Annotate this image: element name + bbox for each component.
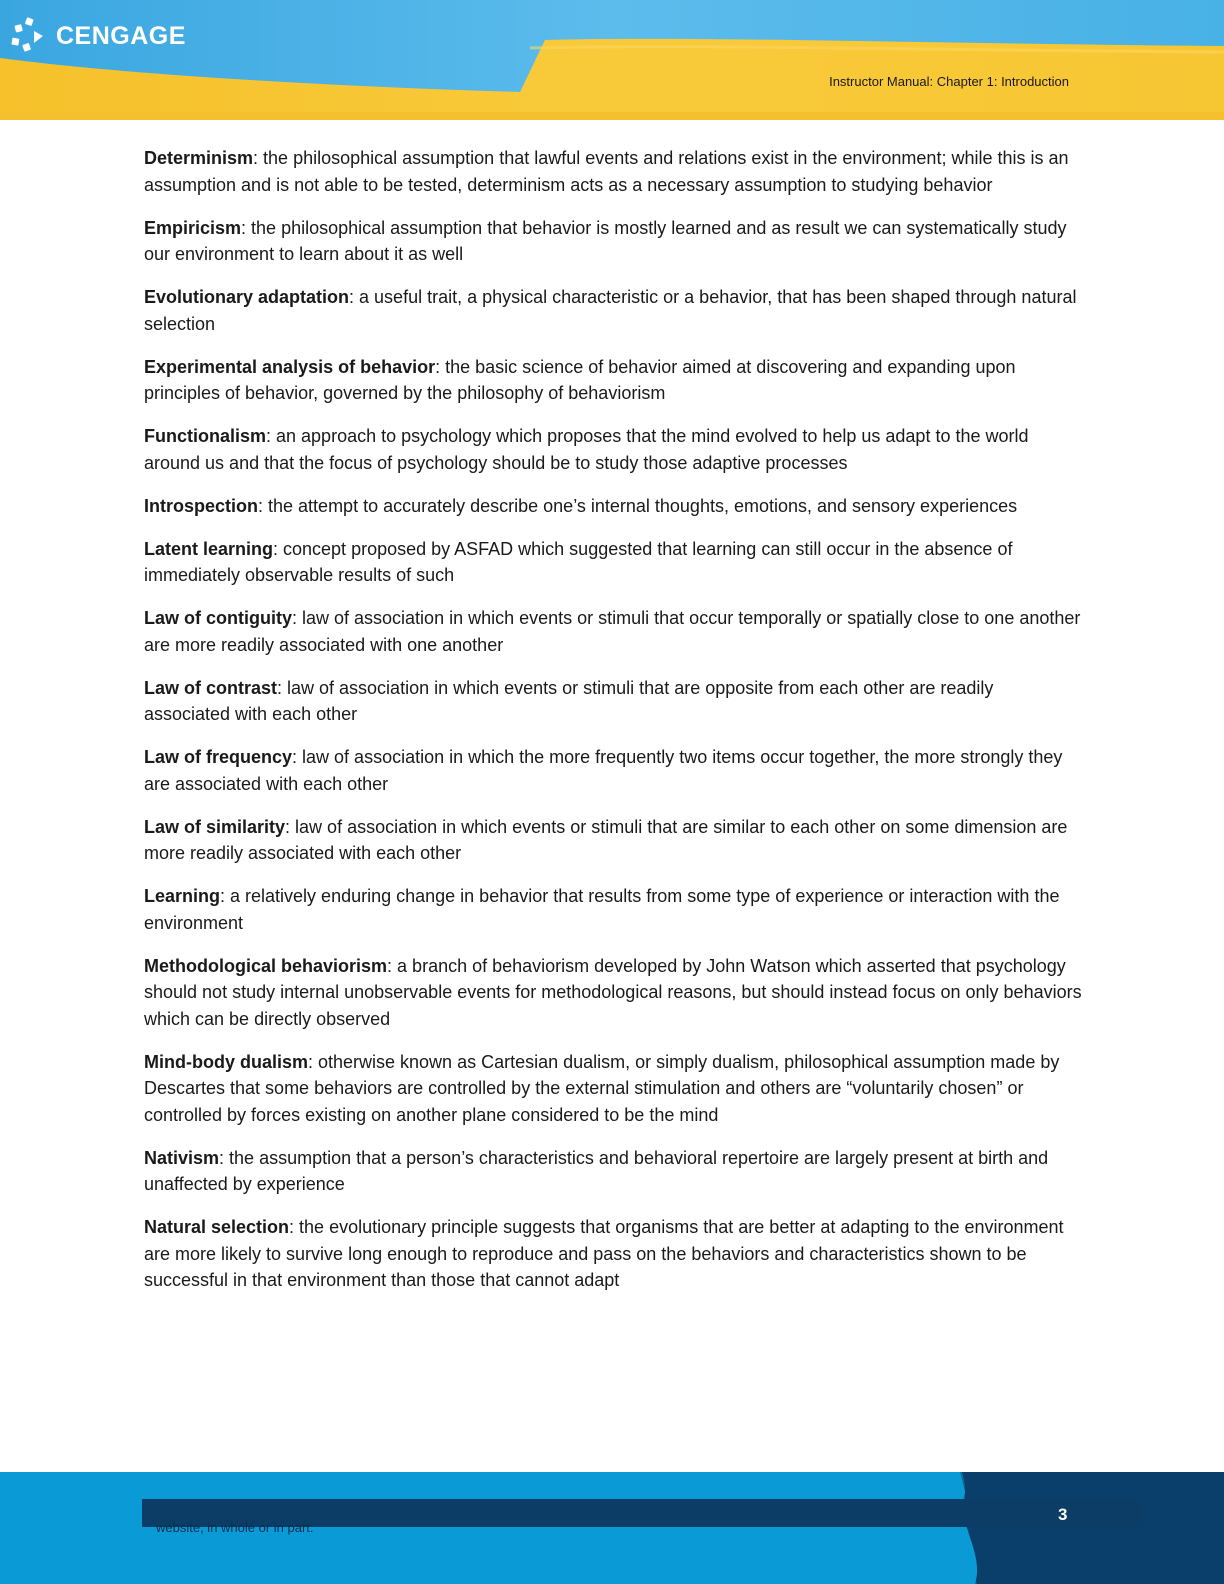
glossary-entry	[144, 953, 1084, 1033]
glossary-entry	[144, 423, 1084, 476]
glossary-entry	[144, 145, 1084, 198]
glossary-definition: : the basic science of behavior aimed at discovering and expanding upon principles of behavior, governed by the philosophy of behaviorism	[144, 356, 1016, 403]
glossary-entry	[144, 354, 1084, 407]
glossary-definition: : the philosophical assumption that behavior is mostly learned and as result we can systematically study our environment to learn about it as well	[144, 217, 1067, 264]
glossary-term: Empiricism	[144, 217, 242, 238]
glossary-list	[144, 145, 1084, 1310]
document-title: Instructor Manual: Chapter 1: Introduction	[829, 74, 1069, 89]
glossary-term: Determinism	[144, 148, 254, 168]
glossary-entry	[144, 536, 1084, 589]
glossary-term: Latent learning	[144, 538, 274, 559]
glossary-definition: : a useful trait, a physical characteristic or a behavior, that has been shaped through natural selection	[144, 287, 1077, 334]
page-number: 3	[1058, 1505, 1068, 1524]
glossary-definition: : the assumption that a person’s characteristics and behavioral repertoire are largely present at birth and unaffected by experience	[144, 1147, 1049, 1194]
glossary-definition: : the philosophical assumption that lawful events and relations exist in the environment; while this is an assumption and is not able to be tested, determinism acts as a necessary assumption to studying behavior	[144, 148, 1069, 195]
cengage-logo-icon	[10, 16, 50, 56]
glossary-definition: : law of association in which events or stimuli that are opposite from each other are readily associated with each other	[144, 677, 994, 724]
brand-logo	[10, 16, 186, 56]
glossary-term: Law of similarity	[144, 816, 286, 837]
glossary-term: Functionalism	[144, 426, 267, 446]
page-header	[0, 0, 1224, 120]
glossary-term: Learning	[144, 886, 221, 906]
glossary-definition: : law of association in which events or stimuli that occur temporally or spatially close to one another are more readily associated with one another	[144, 608, 1081, 655]
glossary-entry	[144, 744, 1084, 797]
glossary-term: Law of contrast	[144, 677, 278, 698]
glossary-term: Law of frequency	[144, 747, 293, 767]
glossary-term: Mind-body dualism	[144, 1051, 308, 1072]
glossary-definition: : law of association in which events or stimuli that are similar to each other on some dimension are more readily associated with each other	[144, 816, 1068, 863]
footer-note: website, in whole or in part.	[156, 1520, 314, 1535]
glossary-term: Nativism	[144, 1147, 220, 1168]
glossary-definition: : law of association in which the more frequently two items occur together, the more strongly they are associated with each other	[144, 747, 1063, 794]
glossary-term: Experimental analysis of behavior	[144, 356, 436, 377]
glossary-term: Evolutionary adaptation	[144, 287, 350, 307]
glossary-term: Law of contiguity	[144, 608, 292, 628]
glossary-entry	[144, 1145, 1084, 1198]
glossary-definition: : a branch of behaviorism developed by John Watson which asserted that psychology should not study internal unobservable events for methodological reasons, but should instead focus on only behaviors which can be directly observed	[144, 955, 1082, 1029]
glossary-definition: : a relatively enduring change in behavior that results from some type of experience or interaction with the environment	[144, 886, 1060, 933]
glossary-term: Natural selection	[144, 1217, 290, 1237]
glossary-definition: : an approach to psychology which proposes that the mind evolved to help us adapt to the world around us and that the focus of psychology should be to study those adaptive processes	[144, 426, 1029, 473]
page-footer	[0, 1472, 1224, 1584]
glossary-definition: : the evolutionary principle suggests that organisms that are better at adapting to the environment are more likely to survive long enough to reproduce and pass on the behaviors and characteristics shown to be successful in that environment than those that cannot adapt	[144, 1217, 1064, 1290]
glossary-term: Introspection	[144, 495, 259, 516]
glossary-entry	[144, 883, 1084, 936]
glossary-term: Methodological behaviorism	[144, 955, 388, 976]
glossary-definition: : the attempt to accurately describe one’s internal thoughts, emotions, and sensory experiences	[258, 495, 1018, 516]
glossary-entry	[144, 1049, 1084, 1129]
glossary-entry	[144, 284, 1084, 337]
brand-name: CENGAGE	[56, 21, 186, 50]
glossary-definition: : concept proposed by ASFAD which suggested that learning can still occur in the absence of immediately observable results of such	[144, 538, 1013, 585]
glossary-entry	[144, 1214, 1084, 1294]
glossary-entry	[144, 215, 1084, 268]
glossary-entry	[144, 814, 1084, 867]
glossary-entry	[144, 605, 1084, 658]
glossary-definition: : otherwise known as Cartesian dualism, or simply dualism, philosophical assumption made by Descartes that some behaviors are controlled by the external stimulation and others are “voluntarily chosen” or controlled by forces existing on another plane considered to be the mind	[144, 1051, 1060, 1125]
glossary-entry	[144, 493, 1084, 520]
glossary-entry	[144, 675, 1084, 728]
